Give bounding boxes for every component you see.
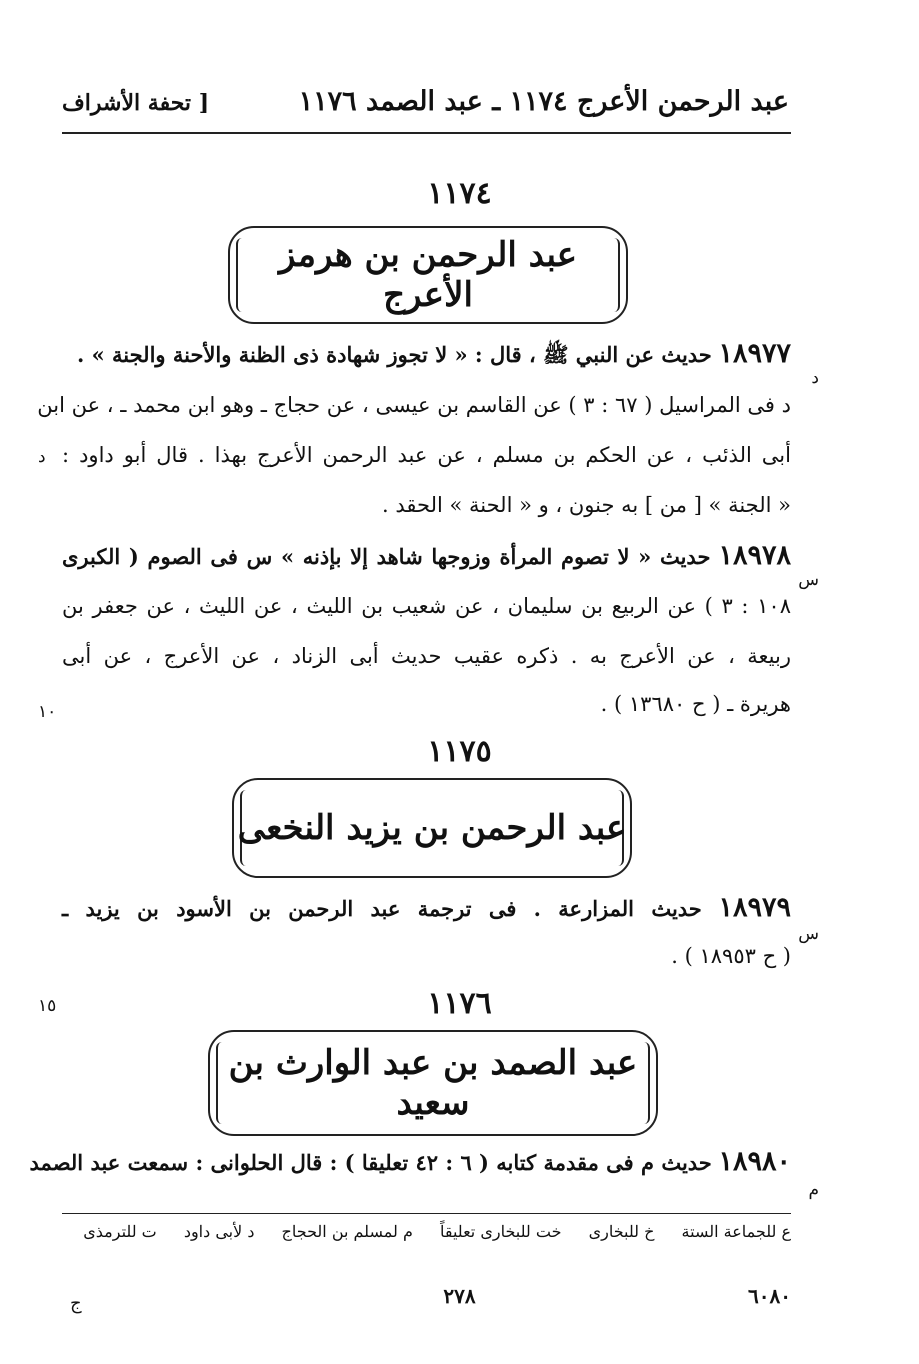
hadith-entry [29,1146,791,1177]
hadith-line: حديث « لا تصوم المرأة وزوجها شاهد إلا بإذنه » س فى الصوم ( الكبرى [62,544,711,569]
hadith-line: ١٠٨ : ٣ ) عن الربيع بن سليمان ، عن شعيب بن الليث ، عن الليث ، عن جعفر بن [62,594,791,618]
signature-mark: ج [70,1293,82,1314]
hadith-line: حديث عن النبي ﷺ ، قال : « لا تجوز شهادة ذى الظنة والأحنة والجنة » . [76,342,712,367]
hadith-line: حديث المزارعة . فى ترجمة عبد الرحمن بن الأسود بن يزيد ـ [62,896,702,921]
hadith-line: هريرة ـ ( ح ١٣٦٨٠ ) . [600,692,791,716]
hadith-line: ربيعة ، عن الأعرج به . ذكره عقيب حديث أبى الزناد ، عن الأعرج ، عن أبى [62,644,791,668]
margin-sigla: س [798,570,819,590]
hadith-line: حديث م فى مقدمة كتابه ( ٦ : ٤٢ تعليقا ) : قال الحلوانى : سمعت عبد الصمد [29,1150,712,1175]
hadith-number: ١٨٩٧٧ [718,338,791,369]
page-number: ٢٧٨ [443,1284,476,1308]
margin-sigla: د [811,368,819,388]
line-number-marker: ١٠ [38,702,57,722]
running-header-book: [ تحفة الأشراف [62,90,210,116]
section-title: عبد الرحمن بن هرمز الأعرج [278,235,578,315]
running-header-title: عبد الرحمن الأعرج ١١٧٤ ـ عبد الصمد ١١٧٦ [298,86,789,117]
hadith-number: ١٨٩٧٨ [718,540,792,571]
margin-sigla: م [808,1180,819,1200]
section-number: ١١٧٦ [427,986,492,1021]
margin-sigla: س [798,924,819,944]
section-number: ١١٧٤ [427,176,492,211]
section-title: عبد الرحمن بن يزيد النخعى [237,808,627,848]
hadith-number: ١٨٩٨٠ [718,1146,791,1177]
hadith-entry [62,892,791,923]
margin-sigla-left: د [38,447,46,467]
sigla-key [62,1222,791,1241]
hadith-line: أبى الذئب ، عن الحكم بن مسلم ، عن عبد الرحمن الأعرج بهذا . قال أبو داود : [62,443,791,467]
hadith-entry [62,540,791,571]
section-number: ١١٧٥ [427,734,492,769]
hadith-number: ١٨٩٧٩ [718,892,791,923]
sigla-key-item: ع للجماعة الستة [681,1222,791,1241]
sigla-key-item: د لأبى داود [183,1222,255,1241]
sigla-key-item: خت للبخارى تعليقاً [439,1222,562,1241]
header-rule [62,132,791,134]
footnote-rule [62,1213,791,1214]
sigla-key-item: خ للبخارى [588,1222,655,1241]
section-title-frame [232,778,632,878]
hadith-line: د فى المراسيل ( ٦٧ : ٣ ) عن القاسم بن عيسى ، عن حجاج ـ وهو ابن محمد ـ ، عن ابن [37,393,791,417]
sigla-key-item: م لمسلم بن الحجاج [281,1222,413,1241]
page-reference: ٦٠٨٠ [748,1284,791,1308]
section-title: عبد الصمد بن عبد الوارث بن سعيد [228,1043,638,1123]
hadith-line: ( ح ١٨٩٥٣ ) . [671,944,791,968]
hadith-line: « الجنة » [ من ] به جنون ، و « الحنة » الحقد . [382,493,791,517]
sigla-key-item: ت للترمذى [83,1222,157,1241]
section-title-frame [208,1030,658,1136]
hadith-entry [62,338,791,373]
line-number-marker: ١٥ [38,996,57,1016]
section-title-frame [228,226,628,324]
